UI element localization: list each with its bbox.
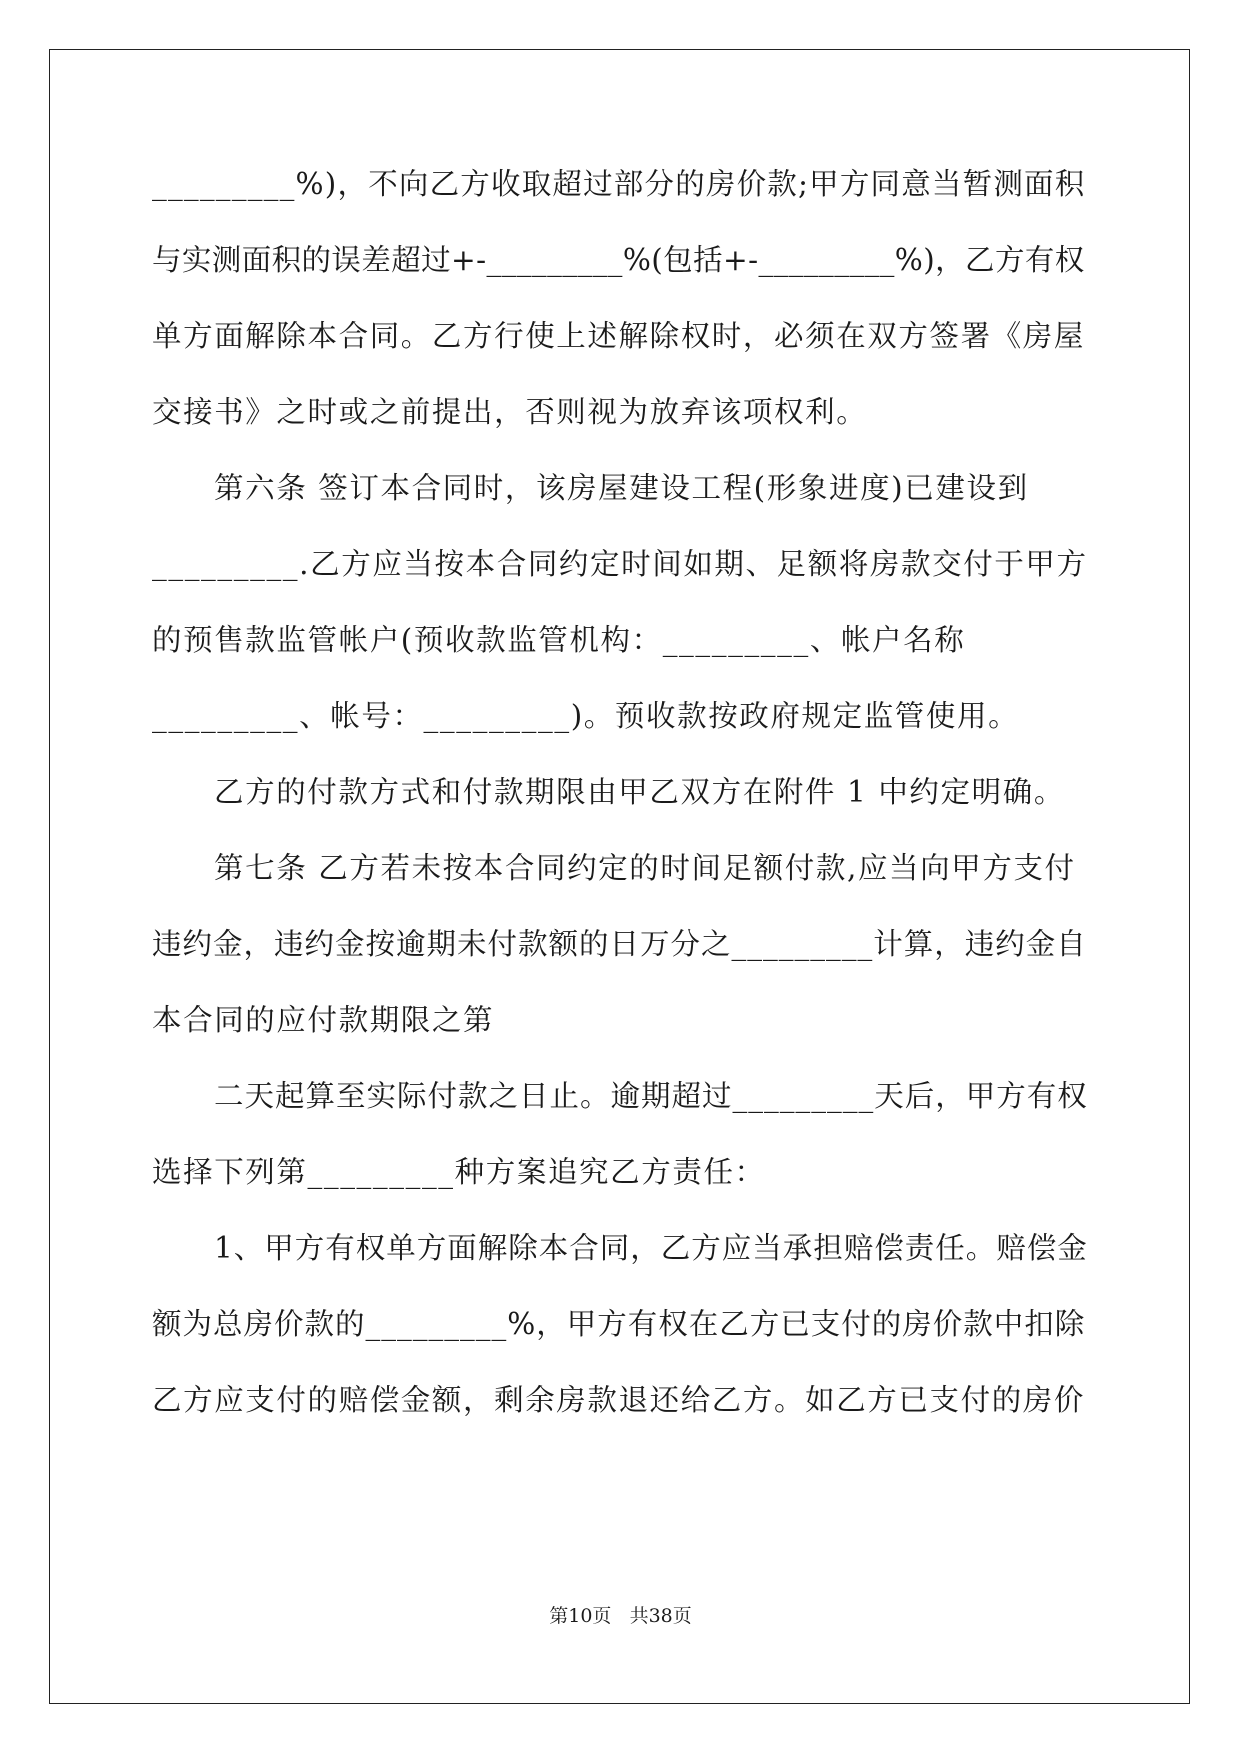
document-line: 本合同的应付款期限之第 — [152, 1003, 495, 1037]
document-line: _________%)，不向乙方收取超过部分的房价款;甲方同意当暂测面积 — [152, 167, 1086, 201]
document-line: 的预售款监管帐户(预收款监管机构：_________、帐户名称 — [152, 623, 966, 657]
document-line: 交接书》之时或之前提出，否则视为放弃该项权利。 — [152, 395, 868, 429]
document-line: 1、甲方有权单方面解除本合同，乙方应当承担赔偿责任。赔偿金 — [214, 1231, 1088, 1265]
page-total: 共38页 — [629, 1605, 692, 1627]
document-line: 与实测面积的误差超过+-_________%(包括+-_________%)，乙方有权 — [152, 243, 1085, 277]
document-line: _________.乙方应当按本合同约定时间如期、足额将房款交付于甲方 — [152, 547, 1088, 581]
document-line: _________、帐号：_________)。预收款按政府规定监管使用。 — [152, 699, 1020, 733]
document-body — [152, 161, 1088, 1453]
page-footer — [0, 1603, 1241, 1629]
document-line: 乙方应支付的赔偿金额，剩余房款退还给乙方。如乙方已支付的房价 — [152, 1383, 1086, 1417]
document-line: 二天起算至实际付款之日止。逾期超过_________天后，甲方有权 — [214, 1079, 1088, 1113]
document-line: 违约金，违约金按逾期未付款额的日万分之_________计算，违约金自 — [152, 927, 1087, 961]
page-number: 第10页 — [549, 1605, 612, 1627]
document-line: 选择下列第_________种方案追究乙方责任： — [152, 1155, 766, 1189]
document-line: 第六条 签订本合同时，该房屋建设工程(形象进度)已建设到 — [214, 471, 1029, 505]
document-line: 第七条 乙方若未按本合同约定的时间足额付款,应当向甲方支付 — [214, 851, 1076, 885]
document-line: 单方面解除本合同。乙方行使上述解除权时，必须在双方签署《房屋 — [152, 319, 1086, 353]
document-line: 额为总房价款的_________%，甲方有权在乙方已支付的房价款中扣除 — [152, 1307, 1086, 1341]
document-line: 乙方的付款方式和付款期限由甲乙双方在附件 1 中约定明确。 — [214, 775, 1065, 809]
